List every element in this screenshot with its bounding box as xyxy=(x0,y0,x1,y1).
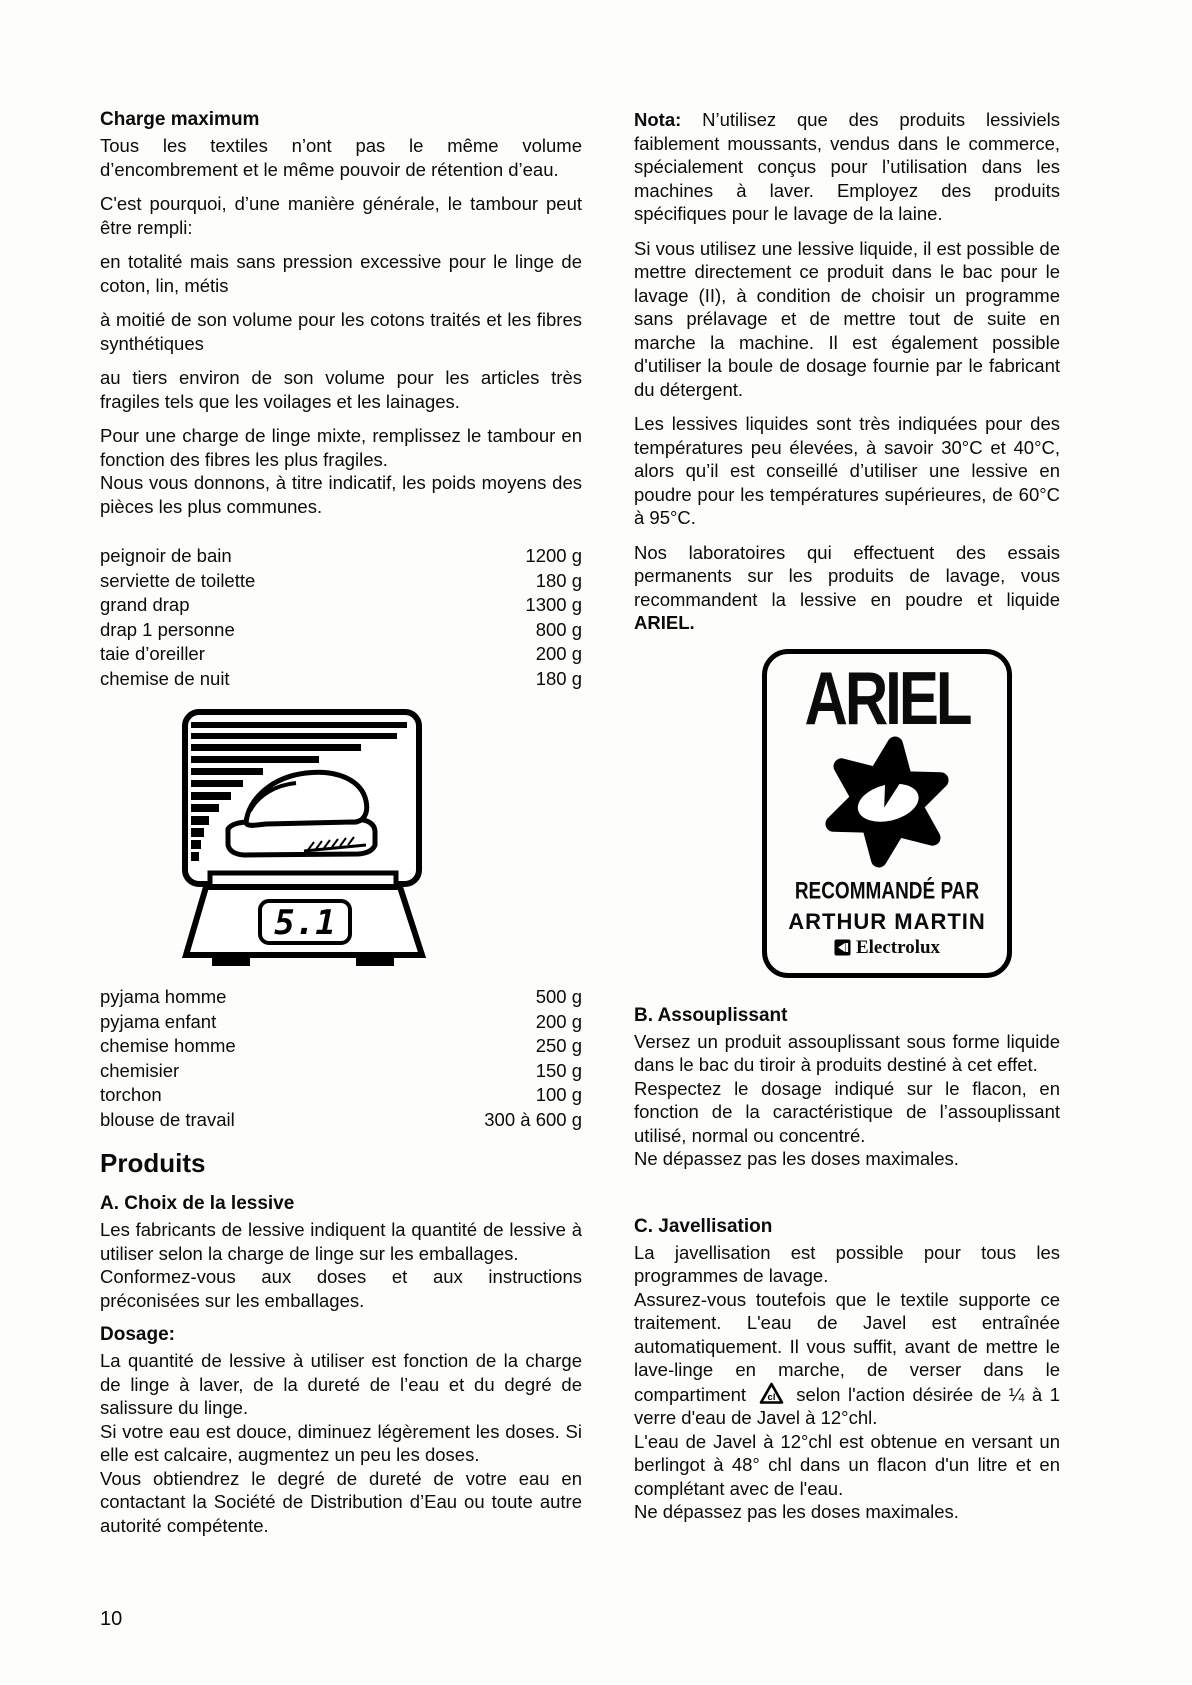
item-weight: 200 g xyxy=(535,1010,582,1032)
item-label: drap 1 personne xyxy=(100,618,235,640)
right-column xyxy=(634,108,1060,1535)
paragraph-javel-programmes: La javellisation est possible pour tous les programmes de lavage. xyxy=(634,1241,1060,1286)
weights-table-1 xyxy=(100,544,582,691)
paragraph-volume: Tous les textiles n’ont pas le même volume d’encombrement et le même pouvoir de rétention d’eau. xyxy=(100,135,582,180)
paragraph-lessive-liquide: Si vous utilisez une lessive liquide, il est possible de mettre directement ce produit dans le bac pour le lavage (II), à condition de choisir un programme sans prélavage et de mettre tout de suite en marche la machine. Il est également possible d'utiliser la boule de dosage fournie par le fabricant du détergent. xyxy=(634,237,1060,400)
table-row xyxy=(100,618,582,643)
table-row xyxy=(100,1059,582,1084)
paragraph-javel-doses: Ne dépassez pas les doses maximales. xyxy=(634,1501,959,1522)
paragraph-dosage-eau: Si votre eau est douce, diminuez légèrement les doses. Si elle est calcaire, augmentez un peu les doses. xyxy=(100,1420,582,1465)
table-row xyxy=(100,593,582,618)
electrolux-icon xyxy=(834,939,851,956)
item-weight: 1300 g xyxy=(525,594,582,615)
item-label: pyjama enfant xyxy=(100,1010,217,1032)
bleach-triangle-icon xyxy=(759,1382,784,1405)
nota-label: Nota: xyxy=(634,109,682,130)
paragraph-tiers: au tiers environ de son volume pour les articles très fragiles tels que les voilages et les lainages. xyxy=(100,367,582,412)
paragraph-laboratoires xyxy=(634,541,1060,635)
item-weight: 500 g xyxy=(535,986,582,1007)
ariel-star-icon xyxy=(812,732,962,872)
nota-text: N’utilisez que des produits lessiviels faiblement moussants, vendus dans le commerce, spécialement conçus pour l’utilisation dans les machines à laver. Employez des produits spécifiques pour le lavage de la laine. xyxy=(634,109,1060,224)
paragraph-moitie: à moitié de son volume pour les cotons traités et les fibres synthétiques xyxy=(100,309,582,354)
item-weight: 100 g xyxy=(535,1084,582,1105)
heading-javellisation: C. Javellisation xyxy=(634,1215,773,1237)
paragraph-dosage-quantite: La quantité de lessive à utiliser est fonction de la charge de linge à laver, de la dureté de l’eau et du degré de salissure du linge. xyxy=(100,1350,582,1418)
item-weight: 150 g xyxy=(535,1059,582,1081)
item-label: taie d’oreiller xyxy=(100,643,205,664)
left-column xyxy=(100,108,582,1548)
bleach-icon-label: cl xyxy=(767,1391,776,1403)
heading-choix-lessive: A. Choix de la lessive xyxy=(100,1193,295,1214)
paragraph-tambour: C'est pourquoi, d’une manière générale, le tambour peut être rempli: xyxy=(100,193,582,238)
item-label: chemise de nuit xyxy=(100,667,230,689)
table-row xyxy=(100,1083,582,1108)
page-number: 10 xyxy=(100,1608,123,1630)
heading-produits: Produits xyxy=(100,1148,206,1178)
paragraph-dosage-durete: Vous obtiendrez le degré de dureté de votre eau en contactant la Société de Distribution d’Eau ou toute autre autorité compétente. xyxy=(100,1467,582,1536)
item-weight: 180 g xyxy=(535,569,582,591)
paragraph-temperatures: Les lessives liquides sont très indiquées pour des températures peu élevées, à savoir 30°C et 40°C, alors qu’il est conseillé d’utiliser une lessive en poudre pour les températures supérieures, de 60°C à 95°C. xyxy=(634,413,1060,528)
arthur-martin-label: ARTHUR MARTIN xyxy=(788,908,986,934)
table-row xyxy=(100,544,582,569)
table-row xyxy=(100,1034,582,1059)
scale-display-value: 5.1 xyxy=(274,903,336,943)
heading-dosage: Dosage: xyxy=(100,1324,175,1345)
paragraph-mixte: Pour une charge de linge mixte, remplissez le tambour en fonction des fibres les plus fragiles. xyxy=(100,425,582,470)
item-weight: 200 g xyxy=(535,643,582,664)
scale xyxy=(186,873,422,966)
table-row xyxy=(100,642,582,667)
item-weight: 180 g xyxy=(535,667,582,689)
paragraph-fabricants: Les fabricants de lessive indiquent la quantité de lessive à utiliser selon la charge de linge sur les emballages. xyxy=(100,1219,582,1264)
javel-text-after-icon: selon l'action désirée de ¼ à 1 verre d'eau de Javel à 12°chl. xyxy=(634,1383,1061,1428)
electrolux-logo xyxy=(773,937,1001,959)
item-label: torchon xyxy=(100,1084,162,1105)
paragraph-assouplissant-versez: Versez un produit assouplissant sous forme liquide dans le bac du tiroir à produits destiné à cet effet. xyxy=(634,1030,1060,1075)
paragraph-assouplissant-doses: Ne dépassez pas les doses maximales. xyxy=(634,1148,959,1169)
paragraph-totalite: en totalité mais sans pression excessive pour le linge de coton, lin, métis xyxy=(100,251,582,296)
paragraph-assouplissant-dosage: Respectez le dosage indiqué sur le flacon, en fonction de la caractéristique de l’assouplissant utilisé, normal ou concentré. xyxy=(634,1077,1060,1146)
table-row xyxy=(100,569,582,594)
item-weight: 800 g xyxy=(535,618,582,640)
ariel-brand: ARIEL xyxy=(804,656,970,740)
javel-text-before-icon: Assurez-vous toutefois que le textile supporte ce traitement. L'eau de Javel est entraînée automatiquement. Il vous suffit, avant de mettre le lave-linge en marche, de verser dans le compartiment xyxy=(634,1288,1060,1405)
heading-assouplissant: B. Assouplissant xyxy=(634,1004,788,1026)
laundry-scale-illustration xyxy=(176,707,438,971)
table-row xyxy=(100,985,582,1010)
electrolux-label: Electrolux xyxy=(855,936,941,958)
item-label: peignoir de bain xyxy=(100,545,232,566)
item-label: pyjama homme xyxy=(100,986,227,1007)
paragraph-nota xyxy=(634,108,1060,226)
heading-charge-maximum: Charge maximum xyxy=(100,109,260,130)
ariel-logo-box xyxy=(762,649,1012,978)
item-label: chemisier xyxy=(100,1059,180,1081)
item-weight: 1200 g xyxy=(525,545,582,566)
item-label: chemise homme xyxy=(100,1035,236,1056)
table-row xyxy=(100,1010,582,1035)
item-label: grand drap xyxy=(100,594,190,615)
paragraph-conformez: Conformez-vous aux doses et aux instructions préconisées sur les emballages. xyxy=(100,1266,582,1311)
weights-table-2 xyxy=(100,985,582,1132)
recommande-par-label: RECOMMANDÉ PAR xyxy=(794,877,980,904)
paragraph-javel-berlingot: L'eau de Javel à 12°chl est obtenue en versant un berlingot à 48° chl dans un flacon d'un litre et en complétant avec de l'eau. xyxy=(634,1430,1060,1499)
item-label: blouse de travail xyxy=(100,1108,235,1130)
laboratoires-text: Nos laboratoires qui effectuent des essais permanents sur les produits de lavage, vous recommandent la lessive en poudre et liquide xyxy=(634,541,1060,610)
table-row xyxy=(100,667,582,692)
item-weight: 250 g xyxy=(535,1035,582,1056)
paragraph-javel-compartiment xyxy=(634,1288,1060,1430)
ariel-brand-mention: ARIEL. xyxy=(634,612,695,633)
table-row xyxy=(100,1108,582,1133)
item-weight: 300 à 600 g xyxy=(484,1108,582,1130)
item-label: serviette de toilette xyxy=(100,569,256,591)
paragraph-poids-moyens: Nous vous donnons, à titre indicatif, les poids moyens des pièces les plus communes. xyxy=(100,472,582,517)
